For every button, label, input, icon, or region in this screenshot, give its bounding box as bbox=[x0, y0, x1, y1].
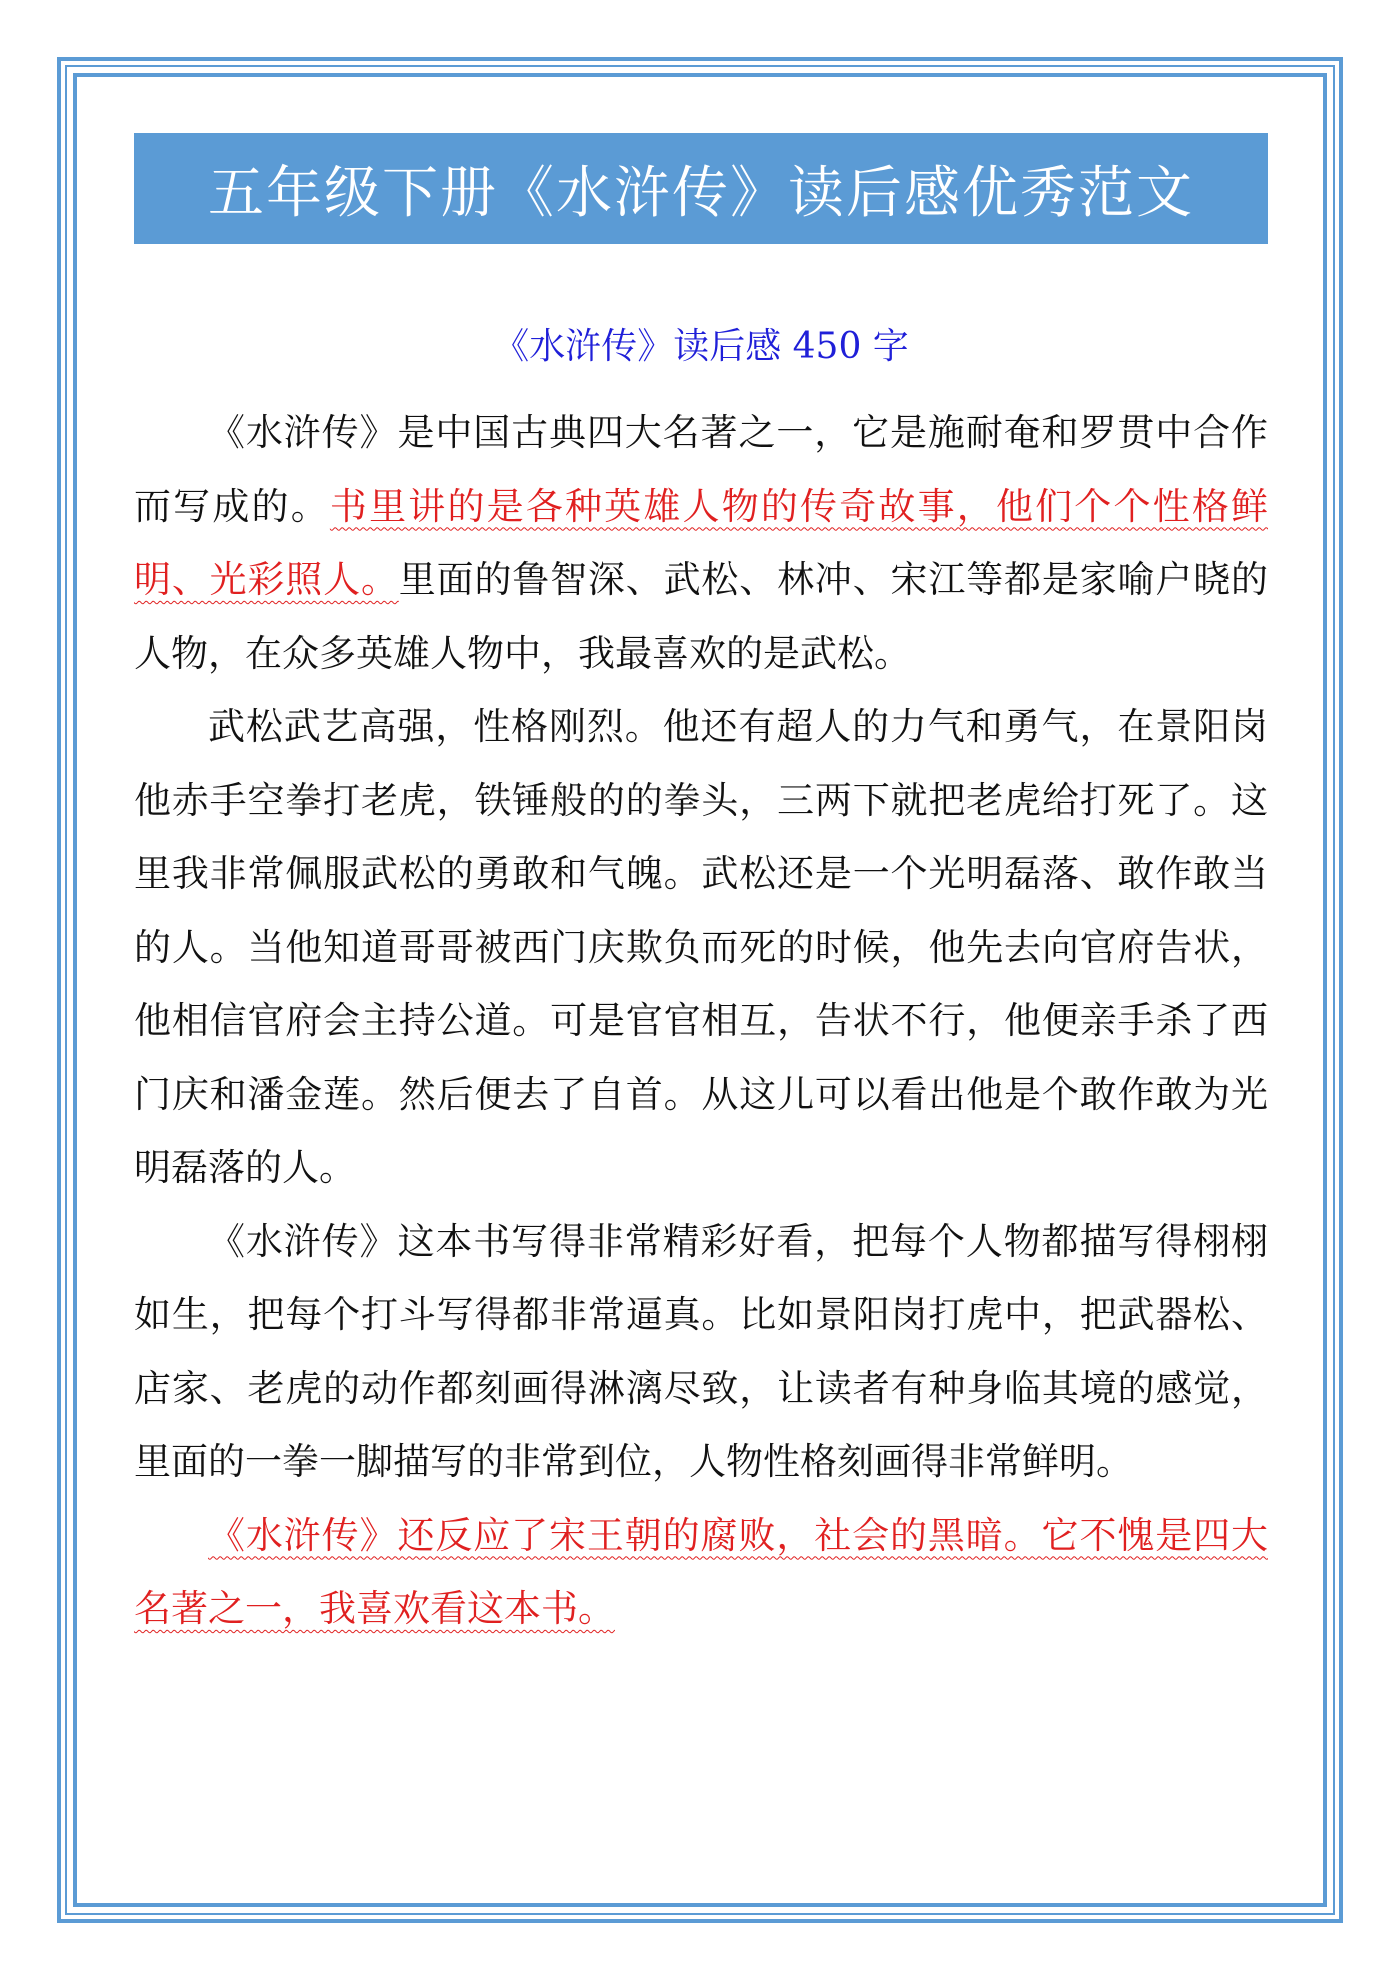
paragraph-4 bbox=[134, 1499, 1268, 1646]
paragraph-2: 武松武艺高强，性格刚烈。他还有超人的力气和勇气，在景阳岗他赤手空拳打老虎，铁锤般的的拳头，三两下就把老虎给打死了。这里我非常佩服武松的勇敢和气魄。武松还是一个光明磊落、敢作敢当的人。当他知道哥哥被西门庆欺负而死的时候，他先去向官府告状，他相信官府会主持公道。可是官官相互，告状不行，他便亲手杀了西门庆和潘金莲。然后便去了自首。从这儿可以看出他是个敢作敢为光明磊落的人。 bbox=[134, 705, 1268, 1189]
paragraph-3: 《水浒传》这本书写得非常精彩好看，把每个人物都描写得栩栩如生，把每个打斗写得都非常逼真。比如景阳岗打虎中，把武器松、店家、老虎的动作都刻画得淋漓尽致，让读者有种身临其境的感觉，里面的一拳一脚描写的非常到位，人物性格刻画得非常鲜明。 bbox=[134, 1219, 1268, 1483]
essay-body bbox=[134, 396, 1268, 1646]
paragraph-1 bbox=[134, 396, 1268, 690]
title-banner bbox=[134, 133, 1268, 244]
paragraph-1-rest: 里面的鲁智深、武松、林冲、宋江等都是家喻户晓的人物，在众多英雄人物中，我最喜欢的是武松。 bbox=[134, 558, 1269, 675]
paragraph-1-intro: 《水浒传》是中国古典四大名著之一，它是施耐奄和罗贯中合作而写成的。 bbox=[134, 411, 1268, 528]
document-title: 五年级下册《水浒传》读后感优秀范文 bbox=[208, 160, 1194, 226]
paragraph-1-highlight: 书里讲的是各种英雄人物的传奇故事，他们个个性格鲜明、光彩照人。 bbox=[134, 484, 1269, 601]
essay-subtitle: 《水浒传》读后感 450 字 bbox=[493, 326, 909, 367]
paragraph-4-highlight: 《水浒传》还反应了宋王朝的腐败，社会的黑暗。它不愧是四大名著之一，我喜欢看这本书。 bbox=[134, 1513, 1268, 1630]
